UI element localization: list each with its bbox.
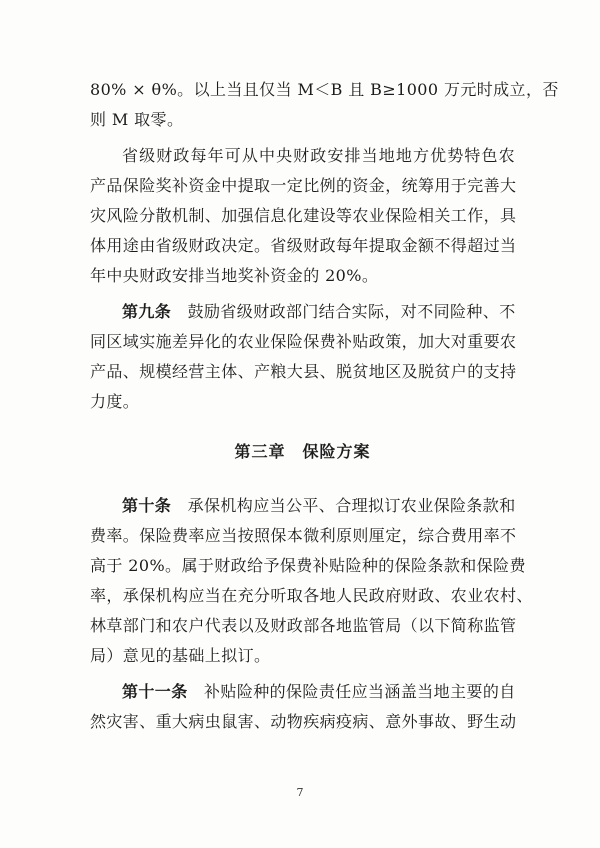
document-body <box>90 75 559 737</box>
paragraph-line: 年中央财政安排当地奖补资金的 20%。 <box>90 266 379 285</box>
paragraph-line <box>90 491 515 521</box>
paragraph-line: 省级财政每年可从中央财政安排当地地方优势特色农 <box>122 146 515 165</box>
article-10 <box>90 491 533 671</box>
paragraph-line: 灾风险分散机制、加强信息化建设等农业保险相关工作，具 <box>90 206 517 225</box>
paragraph-line: 同区域实施差异化的农业保险保费补贴政策，加大对重要农 <box>90 332 517 351</box>
paragraph-line: 产品保险奖补资金中提取一定比例的资金，统筹用于完善大 <box>90 176 517 195</box>
paragraph-line: 力度。 <box>90 392 140 411</box>
paragraph-line: 则 M 取零。 <box>90 110 184 129</box>
article-11 <box>90 677 515 737</box>
article-heading: 第九条 <box>122 302 172 321</box>
article-heading: 第十条 <box>122 496 172 515</box>
paragraph-line: 费率。保险费率应当按照保本微利原则厘定，综合费用率不 <box>90 526 517 545</box>
paragraph-line: 局）意见的基础上拟订。 <box>90 646 271 665</box>
article-9 <box>90 297 515 417</box>
paragraph-line <box>90 297 515 327</box>
paragraph-line: 然灾害、重大病虫鼠害、动物疾病疫病、意外事故、野生动 <box>90 712 517 731</box>
formula-paragraph <box>90 75 559 135</box>
article-text: 承保机构应当公平、合理拟订农业保险条款和 <box>187 496 516 515</box>
paragraph-line: 产品、规模经营主体、产粮大县、脱贫地区及脱贫户的支持 <box>90 362 517 381</box>
paragraph-line: 林草部门和农户代表以及财政部各地监管局（以下简称监管 <box>90 616 517 635</box>
page-number: 7 <box>296 786 304 799</box>
paragraph-line: 体用途由省级财政决定。省级财政每年提取金额不得超过当 <box>90 236 517 255</box>
chapter-title: 第三章 保险方案 <box>234 442 371 461</box>
article-text: 鼓励省级财政部门结合实际，对不同险种、不 <box>187 302 516 321</box>
paragraph-line: 80% × θ%。以上当且仅当 M＜B 且 B≥1000 万元时成立，否 <box>90 80 559 99</box>
provincial-paragraph <box>90 141 515 291</box>
paragraph-line: 率，承保机构应当在充分听取各地人民政府财政、农业农村、 <box>90 586 533 605</box>
article-text: 补贴险种的保险责任应当涵盖当地主要的自 <box>204 682 516 701</box>
article-heading: 第十一条 <box>122 682 188 701</box>
paragraph-line <box>90 677 515 707</box>
paragraph-line: 高于 20%。属于财政给予保费补贴险种的保险条款和保险费 <box>90 556 526 575</box>
